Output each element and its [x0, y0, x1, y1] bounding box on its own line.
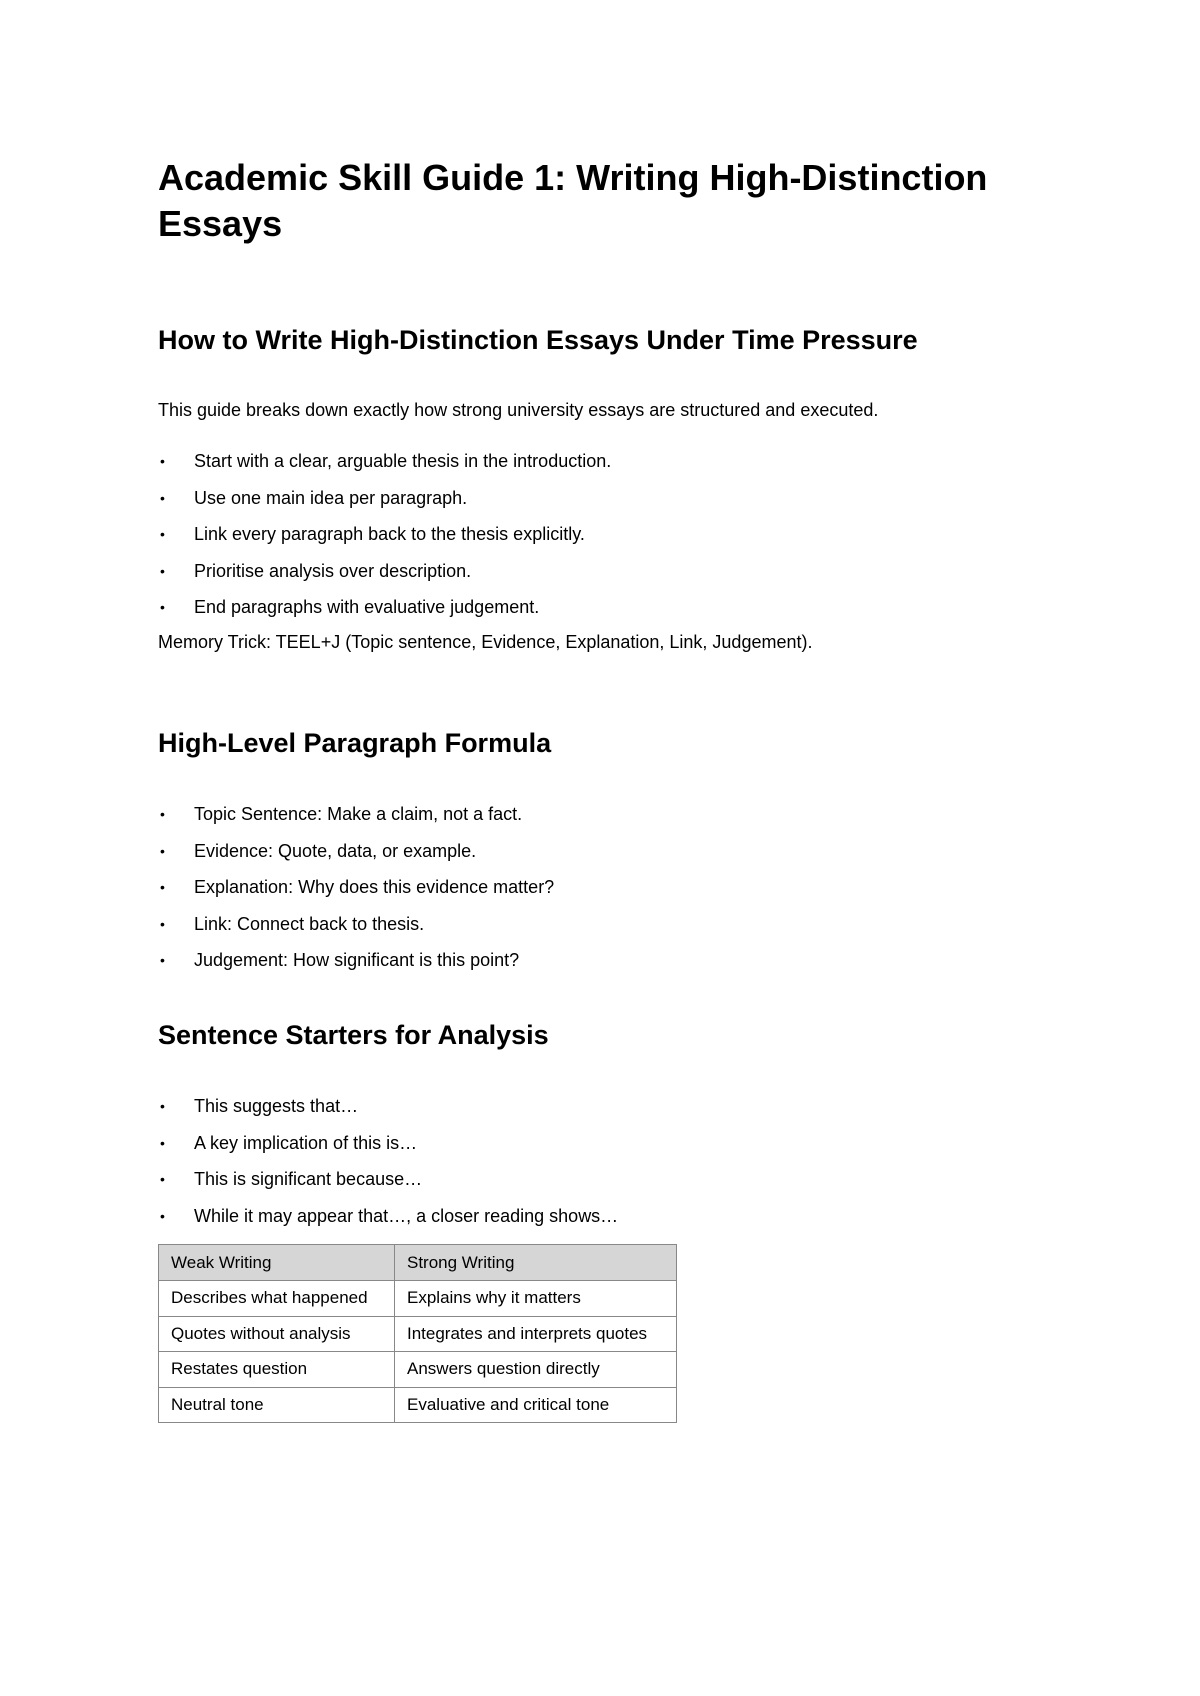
bullet-icon: • — [160, 879, 165, 896]
list-item: • This is significant because… — [160, 1169, 423, 1190]
bullet-icon: • — [160, 599, 165, 616]
list-item: • End paragraphs with evaluative judgement. — [160, 597, 540, 618]
table-cell: Neutral tone — [159, 1387, 395, 1423]
list-item: • Link: Connect back to thesis. — [160, 913, 425, 934]
writing-comparison-table — [158, 1244, 677, 1423]
document-page — [158, 155, 1058, 1423]
table-header-strong: Strong Writing — [395, 1245, 677, 1281]
list-item: • Start with a clear, arguable thesis in the introduction. — [160, 451, 612, 471]
table-cell: Restates question — [159, 1352, 395, 1388]
table-cell: Quotes without analysis — [159, 1316, 395, 1352]
table-header-row — [159, 1245, 677, 1281]
list-item: • Prioritise analysis over description. — [160, 560, 472, 581]
memory-trick: Memory Trick: TEEL+J (Topic sentence, Evidence, Explanation, Link, Judgement). — [158, 631, 813, 652]
table-cell: Explains why it matters — [395, 1280, 677, 1316]
table-row — [159, 1280, 677, 1316]
paragraph-formula-list — [158, 802, 1058, 985]
table-header-weak: Weak Writing — [159, 1245, 395, 1281]
bullet-icon: • — [160, 1097, 165, 1114]
table-cell: Evaluative and critical tone — [395, 1387, 677, 1423]
thesis-tips-list — [158, 449, 1058, 632]
bullet-icon: • — [160, 526, 165, 543]
bullet-icon: • — [160, 489, 165, 506]
bullet-icon: • — [160, 842, 165, 859]
list-item: • While it may appear that…, a closer reading shows… — [160, 1205, 619, 1226]
table-cell: Answers question directly — [395, 1352, 677, 1388]
table-cell: Integrates and interprets quotes — [395, 1316, 677, 1352]
section-heading-sentence-starters: Sentence Starters for Analysis — [158, 1019, 549, 1050]
table-row — [159, 1316, 677, 1352]
bullet-icon: • — [160, 1134, 165, 1151]
bullet-icon: • — [160, 1171, 165, 1188]
intro-paragraph: This guide breaks down exactly how strong university essays are structured and executed. — [158, 400, 879, 420]
section-heading-paragraph-formula: High-Level Paragraph Formula — [158, 727, 552, 758]
list-item: • Judgement: How significant is this point? — [160, 950, 520, 971]
table-row — [159, 1387, 677, 1423]
list-item: • Link every paragraph back to the thesis explicitly. — [160, 524, 585, 545]
list-item: • This suggests that… — [160, 1095, 359, 1116]
bullet-icon: • — [160, 562, 165, 579]
bullet-icon: • — [160, 915, 165, 932]
table-row — [159, 1352, 677, 1388]
bullet-icon: • — [160, 453, 165, 469]
bullet-icon: • — [160, 952, 165, 969]
document-title: Academic Skill Guide 1: Writing High-Distinction Essays — [158, 157, 988, 244]
section-heading-time-pressure: How to Write High-Distinction Essays Under Time Pressure — [158, 325, 918, 355]
table-cell: Describes what happened — [159, 1280, 395, 1316]
list-item: • Topic Sentence: Make a claim, not a fact. — [160, 803, 523, 824]
bullet-icon: • — [160, 1207, 165, 1224]
sentence-starters-list — [158, 1094, 1058, 1240]
list-item: • Explanation: Why does this evidence matter? — [160, 877, 555, 898]
list-item: • Evidence: Quote, data, or example. — [160, 840, 477, 861]
list-item: • Use one main idea per paragraph. — [160, 487, 468, 508]
bullet-icon: • — [160, 805, 165, 822]
list-item: • A key implication of this is… — [160, 1132, 418, 1153]
